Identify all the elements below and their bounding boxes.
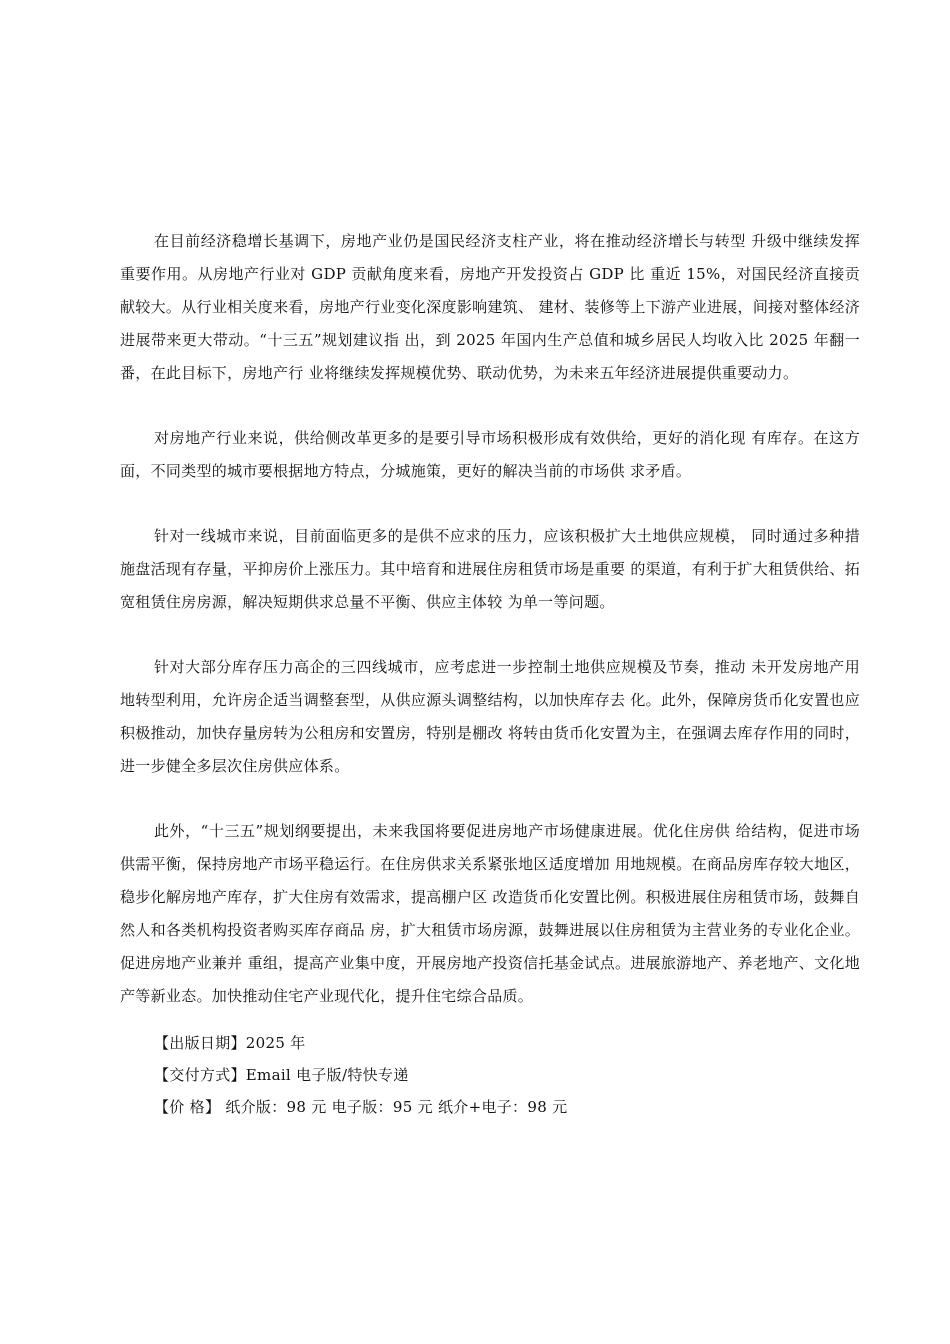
paragraph-supply-reform: 对房地产行业来说，供给侧改革更多的是要引导市场积极形成有效供给，更好的消化现 有库存。在这方面，不同类型的城市要根据地方特点，分城施策，更好的解决当前的市场供 求矛盾。 bbox=[120, 429, 860, 480]
publication-info bbox=[120, 1027, 860, 1123]
paragraph-13th-five-year-plan: 此外，“十三五”规划纲要提出，未来我国将要促进房地产市场健康进展。优化住房供 给结构，促进市场供需平衡，保持房地产市场平稳运行。在住房供求关系紧张地区适度增加 用地规模。在商品房库存较大地区，稳步化解房地产库存，扩大住房有效需求，提高棚户区 改造货币化安置比例。积极进展住房租赁市场，鼓舞自然人和各类机构投资者购买库存商品 房，扩大租赁市场房源，鼓舞进展以住房租赁为主营业务的专业化企业。促进房地产业兼并 重组，提高产业集中度，开展房地产投资信托基金试点。进展旅游地产、养老地产、文化地 产等新业态。加快推动住宅产业现代化，提升住宅综合品质。 bbox=[120, 822, 860, 1005]
document-page bbox=[120, 225, 860, 1123]
paragraph-tier3-4-cities: 针对大部分库存压力高企的三四线城市，应考虑进一步控制土地供应规模及节奏，推动 未开发房地产用地转型利用，允许房企适当调整套型，从供应源头调整结构，以加快库存去 化。此外，保障房货币化安置也应积极推动，加快存量房转为公租房和安置房，特别是棚改 将转由货币化安置为主，在强调去库存作用的同时，进一步健全多层次住房供应体系。 bbox=[120, 658, 860, 775]
paragraph-economic-role: 在目前经济稳增长基调下，房地产业仍是国民经济支柱产业，将在推动经济增长与转型 升级中继续发挥重要作用。从房地产行业对 GDP 贡献角度来看，房地产开发投资占 GDP 比 重近 15%，对国民经济直接贡献较大。从行业相关度来看，房地产行业变化深度影响建筑、 建材、装修等上下游产业进展，间接对整体经济进展带来更大带动。“十三五”规划建议指 出，到 2025 年国内生产总值和城乡居民人均收入比 2025 年翻一番，在此目标下，房地产行 业将继续发挥规模优势、联动优势，为未来五年经济进展提供重要动力。 bbox=[120, 232, 860, 382]
delivery-method: 【交付方式】Email 电子版/特快专递 bbox=[154, 1066, 409, 1084]
paragraph-tier1-cities: 针对一线城市来说，目前面临更多的是供不应求的压力，应该积极扩大土地供应规模， 同时通过多种措施盘活现有存量，平抑房价上涨压力。其中培育和进展住房租赁市场是重要 的渠道，有利于扩大租赁供给、拓宽租赁住房房源，解决短期供求总量不平衡、供应主体较 为单一等问题。 bbox=[120, 527, 860, 611]
publish-date: 【出版日期】2025 年 bbox=[154, 1034, 306, 1052]
price-info: 【价 格】 纸介版：98 元 电子版：95 元 纸介+电子：98 元 bbox=[154, 1098, 568, 1116]
